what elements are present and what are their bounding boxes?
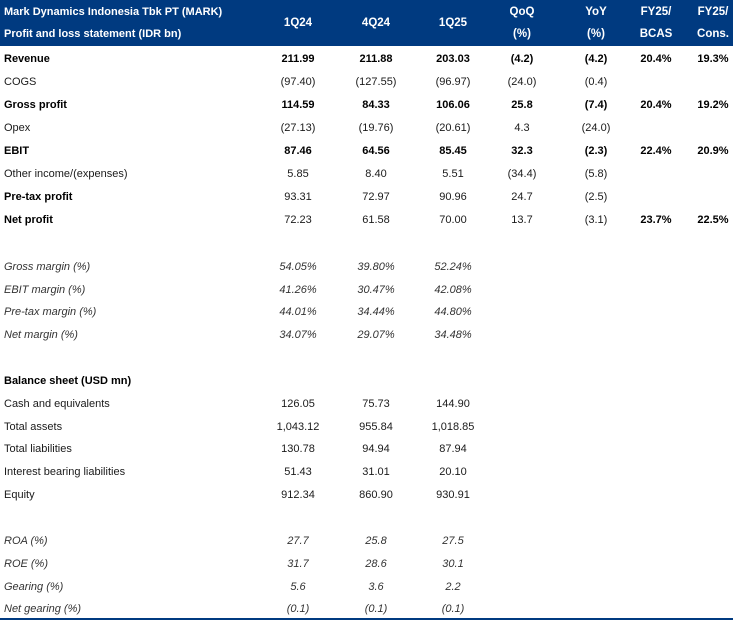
cell-1q24: (0.1) — [286, 603, 310, 615]
row-label: Gearing (%) — [4, 581, 64, 593]
col-header-cons: Cons. — [697, 28, 729, 40]
table-row-cash — [0, 395, 740, 415]
table-row-roe — [0, 555, 740, 575]
cell-1q24: 114.59 — [281, 99, 315, 111]
cell-4q24: (19.76) — [358, 122, 394, 134]
cell-fy25-bcas: 20.4% — [640, 53, 672, 65]
cell-1q24: 44.01% — [279, 306, 317, 318]
cell-1q25: 30.1 — [442, 558, 464, 570]
table-row-ebit — [0, 142, 740, 162]
col-header-yoy-unit: (%) — [587, 28, 605, 40]
table-row-other-income — [0, 165, 740, 185]
cell-fy25-bcas: 20.4% — [640, 99, 672, 111]
cell-1q25: 70.00 — [439, 214, 467, 226]
table-row-net-margin — [0, 326, 740, 346]
cell-1q24: 5.6 — [290, 581, 306, 593]
table-row-net-gearing — [0, 600, 740, 620]
row-label: Net profit — [4, 214, 53, 226]
table-row-equity — [0, 486, 740, 506]
row-label: ROA (%) — [4, 535, 48, 547]
cell-4q24: 8.40 — [365, 168, 387, 180]
cell-1q25: (20.61) — [435, 122, 471, 134]
table-row-opex — [0, 119, 740, 139]
cell-1q25: 44.80% — [434, 306, 472, 318]
table-row-total-liabilities — [0, 440, 740, 460]
cell-1q24: 93.31 — [284, 191, 312, 203]
row-label: Net margin (%) — [4, 329, 78, 341]
cell-1q24: (97.40) — [280, 76, 316, 88]
cell-4q24: 25.8 — [365, 535, 387, 547]
col-header-1q24: 1Q24 — [283, 17, 313, 29]
cell-1q25: 2.2 — [445, 581, 461, 593]
cell-qoq: (4.2) — [510, 53, 534, 65]
cell-1q25: 1,018.85 — [431, 421, 475, 433]
cell-4q24: 955.84 — [359, 421, 393, 433]
cell-1q24: 41.26% — [279, 284, 317, 296]
cell-yoy: (7.4) — [584, 99, 608, 111]
cell-1q25: 5.51 — [442, 168, 464, 180]
cell-yoy: (24.0) — [581, 122, 611, 134]
row-label: Pre-tax profit — [4, 191, 73, 203]
company-title: Mark Dynamics Indonesia Tbk PT (MARK) — [4, 6, 223, 18]
cell-4q24: 72.97 — [362, 191, 390, 203]
cell-1q25: 106.06 — [436, 99, 470, 111]
cell-fy25-cons: 19.3% — [697, 53, 729, 65]
cell-qoq: 13.7 — [511, 214, 533, 226]
cell-4q24: 3.6 — [368, 581, 384, 593]
statement-title: Profit and loss statement (IDR bn) — [4, 28, 182, 40]
cell-1q25: 42.08% — [434, 284, 472, 296]
cell-4q24: 30.47% — [357, 284, 395, 296]
row-label: Other income/(expenses) — [4, 168, 128, 180]
cell-4q24: 94.94 — [362, 443, 390, 455]
bottom-rule — [0, 618, 733, 620]
cell-4q24: 75.73 — [362, 398, 390, 410]
row-label: Net gearing (%) — [4, 603, 82, 615]
cell-qoq: 4.3 — [514, 122, 530, 134]
cell-1q24: 211.99 — [281, 53, 315, 65]
row-label: ROE (%) — [4, 558, 48, 570]
cell-1q25: 90.96 — [439, 191, 467, 203]
table-row-revenue — [0, 50, 740, 70]
cell-1q25: 930.91 — [436, 489, 470, 501]
cell-fy25-cons: 20.9% — [697, 145, 729, 157]
cell-1q25: 20.10 — [439, 466, 467, 478]
cell-4q24: 34.44% — [357, 306, 395, 318]
cell-1q25: (96.97) — [435, 76, 471, 88]
cell-fy25-cons: 19.2% — [697, 99, 729, 111]
col-header-fy25-cons: FY25/ — [697, 6, 729, 18]
cell-4q24: 64.56 — [362, 145, 390, 157]
table-row-roa — [0, 532, 740, 552]
cell-4q24: 29.07% — [357, 329, 395, 341]
cell-yoy: (3.1) — [584, 214, 608, 226]
cell-1q24: 72.23 — [284, 214, 312, 226]
cell-yoy: (2.5) — [584, 191, 608, 203]
cell-qoq: 24.7 — [511, 191, 533, 203]
row-label: Interest bearing liabilities — [4, 466, 126, 478]
cell-4q24: (0.1) — [364, 603, 388, 615]
col-header-1q25: 1Q25 — [438, 17, 468, 29]
cell-qoq: (24.0) — [507, 76, 537, 88]
col-header-bcas: BCAS — [639, 28, 673, 40]
cell-4q24: 211.88 — [359, 53, 393, 65]
table-row-gross-margin — [0, 258, 740, 278]
cell-fy25-cons: 22.5% — [697, 214, 729, 226]
row-label: EBIT margin (%) — [4, 284, 86, 296]
cell-1q24: 912.34 — [281, 489, 315, 501]
row-label: Gross profit — [4, 99, 67, 111]
cell-yoy: (5.8) — [584, 168, 608, 180]
table-header — [0, 0, 733, 46]
cell-1q24: 87.46 — [284, 145, 312, 157]
cell-1q25: 203.03 — [436, 53, 470, 65]
col-header-4q24: 4Q24 — [361, 17, 391, 29]
cell-1q24: 1,043.12 — [276, 421, 320, 433]
cell-1q24: (27.13) — [280, 122, 316, 134]
cell-4q24: 61.58 — [362, 214, 390, 226]
table-row-total-assets — [0, 418, 740, 438]
cell-1q25: 144.90 — [436, 398, 470, 410]
cell-1q24: 51.43 — [284, 466, 312, 478]
row-label: Gross margin (%) — [4, 261, 91, 273]
cell-4q24: 84.33 — [362, 99, 390, 111]
cell-4q24: 31.01 — [362, 466, 390, 478]
cell-qoq: (34.4) — [507, 168, 537, 180]
row-label: Cash and equivalents — [4, 398, 110, 410]
table-row-gross-profit — [0, 96, 740, 116]
cell-1q24: 130.78 — [281, 443, 315, 455]
table-row-ebit-margin — [0, 281, 740, 301]
cell-fy25-bcas: 22.4% — [640, 145, 672, 157]
row-label: Total assets — [4, 421, 63, 433]
row-label: COGS — [4, 76, 37, 88]
table-row-gearing — [0, 578, 740, 598]
cell-4q24: 39.80% — [357, 261, 395, 273]
table-row-cogs — [0, 73, 740, 93]
row-label: Opex — [4, 122, 31, 134]
col-header-qoq: QoQ — [509, 6, 535, 18]
cell-4q24: 28.6 — [365, 558, 387, 570]
cell-1q24: 126.05 — [281, 398, 315, 410]
cell-qoq: 32.3 — [511, 145, 533, 157]
table-row-pre-tax-margin — [0, 303, 740, 323]
cell-1q24: 5.85 — [287, 168, 309, 180]
row-label: Pre-tax margin (%) — [4, 306, 97, 318]
row-label: Equity — [4, 489, 35, 501]
col-header-qoq-unit: (%) — [513, 28, 531, 40]
cell-1q24: 54.05% — [279, 261, 317, 273]
cell-1q25: 52.24% — [434, 261, 472, 273]
cell-1q25: 87.94 — [439, 443, 467, 455]
cell-4q24: 860.90 — [359, 489, 393, 501]
cell-4q24: (127.55) — [355, 76, 397, 88]
col-header-yoy: YoY — [585, 6, 607, 18]
row-label: EBIT — [4, 145, 30, 157]
cell-1q25: (0.1) — [441, 603, 465, 615]
table-row-interest-bearing-liabilities — [0, 463, 740, 483]
section-title: Balance sheet (USD mn) — [4, 375, 132, 387]
cell-1q25: 27.5 — [442, 535, 464, 547]
cell-qoq: 25.8 — [511, 99, 533, 111]
cell-yoy: (2.3) — [584, 145, 608, 157]
col-header-fy25-bcas: FY25/ — [640, 6, 672, 18]
cell-1q25: 34.48% — [434, 329, 472, 341]
table-row-net-profit — [0, 211, 740, 231]
cell-1q24: 34.07% — [279, 329, 317, 341]
cell-1q24: 31.7 — [287, 558, 309, 570]
cell-yoy: (4.2) — [584, 53, 608, 65]
table-row-pre-tax-profit — [0, 188, 740, 208]
cell-yoy: (0.4) — [584, 76, 608, 88]
cell-1q24: 27.7 — [287, 535, 309, 547]
balance-sheet-heading — [0, 372, 740, 392]
cell-1q25: 85.45 — [439, 145, 467, 157]
row-label: Revenue — [4, 53, 50, 65]
row-label: Total liabilities — [4, 443, 72, 455]
cell-fy25-bcas: 23.7% — [640, 214, 672, 226]
